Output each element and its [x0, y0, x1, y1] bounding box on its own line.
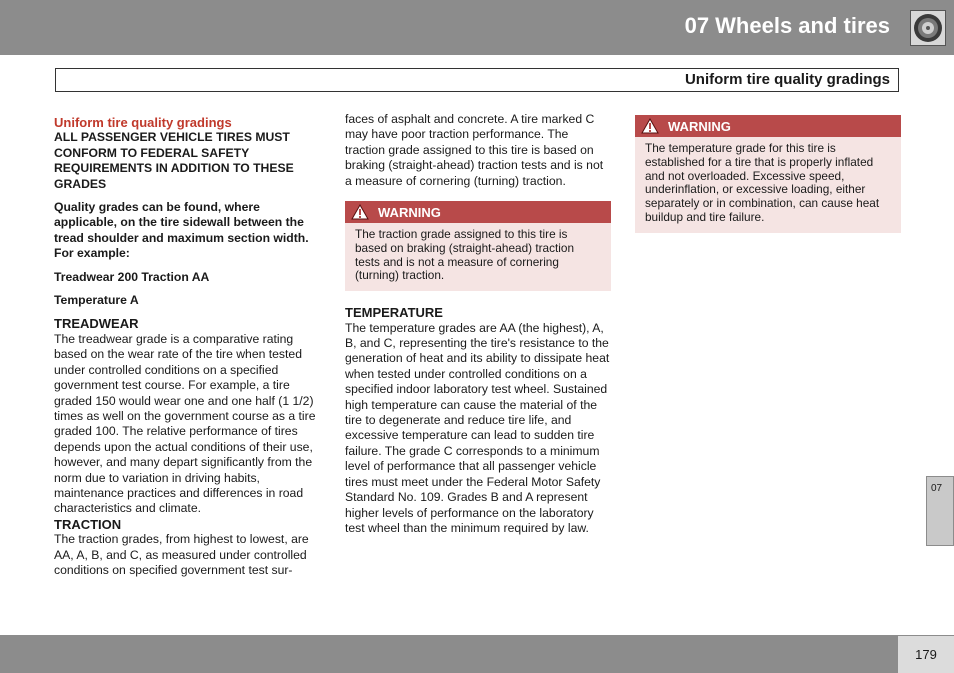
- traction-text: The traction grades, from highest to lowest, are AA, A, B, and C, as measured under controlled conditions on specified government test sur-: [54, 532, 309, 577]
- warning-text: The traction grade assigned to this tire is based on braking (straight-ahead) traction tests and is not a measure of cornering (turning) traction.: [355, 227, 575, 283]
- page-number: 179: [915, 647, 937, 662]
- chapter-title: 07 Wheels and tires: [684, 13, 890, 38]
- traction-continued-text: faces of asphalt and concrete. A tire marked C may have poor traction performance. The traction grade assigned to this tire is based on braking (straight-ahead) traction tests and is not a measure of cornering (turning) traction.: [345, 112, 604, 188]
- page-number-box: [898, 636, 954, 673]
- column-1: [54, 112, 320, 578]
- example-temperature: Temperature A: [54, 293, 139, 308]
- warning-label: WARNING: [378, 205, 441, 221]
- requirement-notice: ALL PASSENGER VEHICLE TIRES MUST CONFORM TO FEDERAL SAFETY REQUIREMENTS IN ADDITION TO THESE GRADES: [54, 130, 294, 191]
- warning-text: The temperature grade for this tire is established for a tire that is properly inflated and not overloaded. Excessive speed, underinflation, or excessive loading, either separately or in combination, can cause heat buildup and tire failure.: [645, 141, 880, 224]
- warning-header: [635, 115, 901, 137]
- column-3: [635, 112, 901, 247]
- top-bar: [0, 0, 954, 55]
- treadwear-text: The treadwear grade is a comparative rating based on the wear rate of the tire when tested under controlled conditions on a specified government test course. For example, a tire graded 150 would wear one and one half (1 1/2) times as well on the government course as a tire graded 100. The relative performance of tires depends upon the actual conditions of their use, however, and many depart significantly from the norm due to variation in driving habits, maintenance practices and differences in road characteristics and climate.: [54, 331, 316, 516]
- chapter-side-tab[interactable]: [926, 476, 954, 546]
- warning-triangle-icon: [641, 118, 659, 134]
- temperature-text: The temperature grades are AA (the highest), A, B, and C, representing the tire's resistance to the generation of heat and its ability to dissipate heat when tested under controlled conditions on a specified indoor laboratory test wheel. Sustained high temperature can cause the material of the tire to degenerate and reduce tire life, and excessive temperature can lead to sudden tire failure. The grade C corresponds to a minimum level of performance that all passenger vehicle tires must meet under the Federal Motor Safety Standard No. 109. Grades B and A represent higher levels of performance on the laboratory test wheel than the minimum required by law.: [345, 320, 610, 535]
- example-treadwear: Treadwear 200 Traction AA: [54, 269, 210, 284]
- bottom-bar: [0, 635, 954, 673]
- temperature-heading: TEMPERATURE: [345, 305, 443, 321]
- page-heading: Uniform tire quality gradings: [54, 115, 232, 130]
- warning-label: WARNING: [668, 119, 731, 134]
- grade-location-text: Quality grades can be found, where applicable, on the tire sidewall between the tread shoulder and maximum section width. For example:: [54, 200, 309, 261]
- column-2: [345, 112, 611, 536]
- traction-heading: TRACTION: [54, 516, 122, 532]
- side-tab-label: 07: [931, 483, 943, 494]
- temperature-warning-box: [635, 115, 901, 233]
- warning-header: [345, 201, 611, 223]
- warning-triangle-icon: [351, 204, 369, 220]
- treadwear-heading: TREADWEAR: [54, 316, 139, 332]
- tire-icon: [910, 10, 946, 46]
- section-title: Uniform tire quality gradings: [684, 71, 890, 88]
- traction-warning-box: [345, 201, 611, 291]
- section-title-bar: [55, 68, 899, 92]
